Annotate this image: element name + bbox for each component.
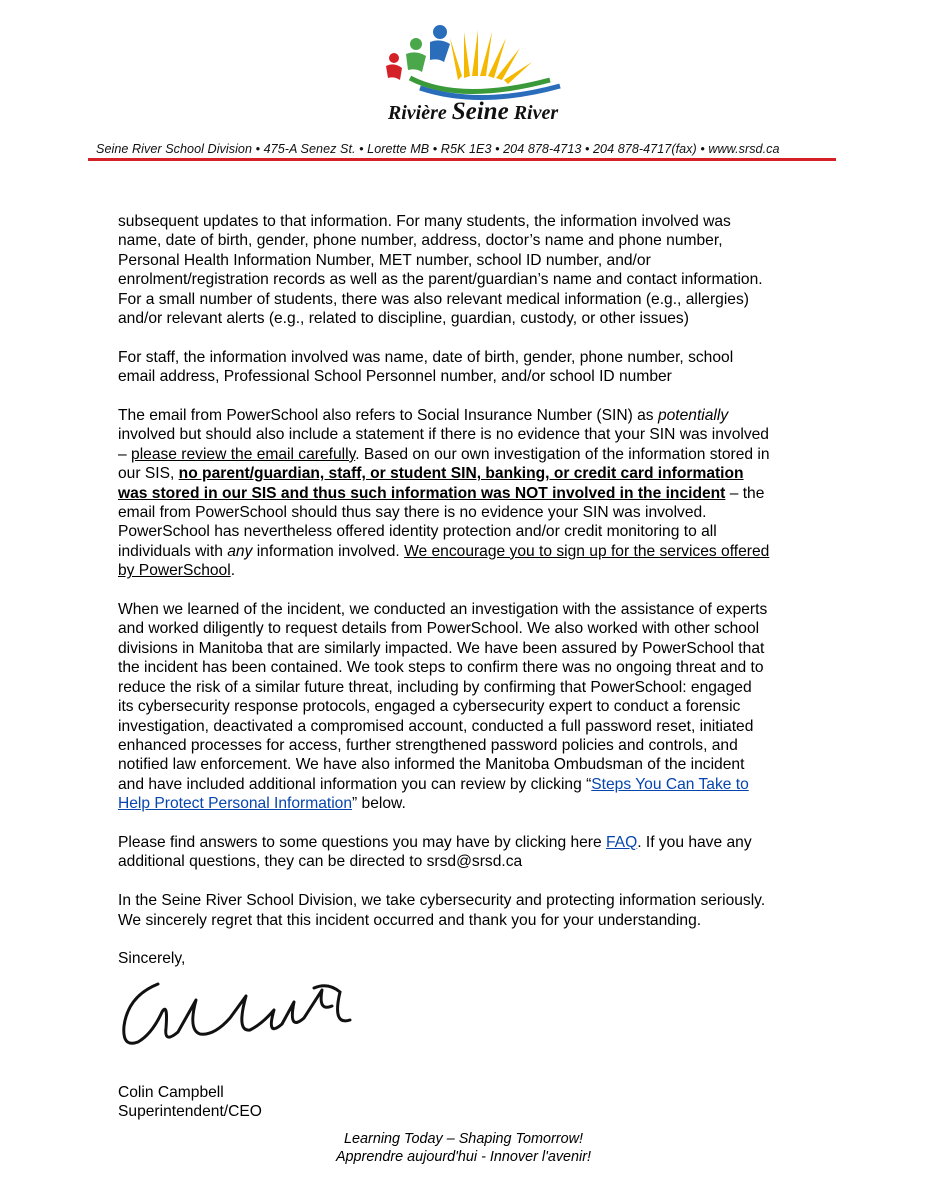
text-line: and worked diligently to request details from PowerSchool. We also worked with other school (118, 620, 760, 638)
text-line: divisions in Manitoba that are similarly impacted. We have been assured by PowerSchool that (118, 639, 765, 657)
underlined-text: please review the email carefully (131, 445, 356, 463)
text-line: In the Seine River School Division, we take cybersecurity and protecting information seriously. (118, 892, 766, 910)
paragraph-1 (118, 212, 808, 328)
text-span: – the (725, 484, 765, 502)
text-line: its cybersecurity response protocols, engaged a cybersecurity expert to conduct a forensic (118, 698, 741, 716)
paragraph-5 (118, 833, 808, 872)
text-line: involved but should also include a statement if there is no evidence that your SIN was involved (118, 426, 769, 444)
text-span: – (118, 445, 132, 463)
text-line (118, 406, 808, 425)
text-line: email from PowerSchool should thus say there is no evidence your SIN was involved. (118, 504, 707, 522)
paragraph-4 (118, 600, 808, 813)
faq-link[interactable]: FAQ (606, 833, 638, 851)
brand-word-river: River (513, 102, 559, 124)
signature-graphic (118, 972, 368, 1060)
text-span: information involved. (252, 542, 405, 560)
text-line (118, 484, 808, 503)
brand-word-riviere: Rivière (387, 102, 447, 124)
steps-link-cont[interactable]: Help Protect Personal Information (118, 795, 353, 813)
text-line: Personal Health Information Number, MET number, school ID number, and/or (118, 251, 651, 269)
emphasis-text: potentially (657, 407, 729, 425)
text-line (118, 794, 808, 813)
paragraph-3 (118, 406, 808, 581)
text-span: . Based on our own investigation of the information stored in (355, 445, 770, 463)
text-line (118, 833, 808, 852)
contact-line: Seine River School Division • 475-A Senez St. • Lorette MB • R5K 1E3 • 204 878-4713 • 204 878-4717(fax) • www.srsd.ca (96, 142, 780, 156)
text-line: enhanced processes for access, further strengthened password policies and controls, and (118, 736, 738, 754)
text-line: reduce the risk of a similar future threat, including by confirming that PowerSchool: engaged (118, 678, 752, 696)
text-span: Please find answers to some questions you may have by clicking here (118, 833, 606, 851)
text-line (118, 561, 808, 580)
motto-french: Apprendre aujourd'hui - Innover l'avenir! (335, 1149, 592, 1165)
text-line: We sincerely regret that this incident occurred and thank you for your understanding. (118, 911, 702, 929)
text-line: name, date of birth, gender, phone number, address, doctor’s name and phone number, (118, 232, 723, 250)
emphasis-text: any (227, 542, 253, 560)
text-span: . If you have any (637, 833, 752, 851)
text-line: email address, Professional School Personnel number, and/or school ID number (118, 368, 672, 386)
text-line: For a small number of students, there was also relevant medical information (e.g., allergies) (118, 290, 749, 308)
motto-english: Learning Today – Shaping Tomorrow! (344, 1131, 583, 1147)
underlined-text: We encourage you to sign up for the services offered (404, 542, 770, 560)
text-span: . (230, 562, 236, 580)
text-line: investigation, deactivated a compromised account, conducted a full password reset, initiated (118, 717, 754, 735)
people-figures-icon (386, 25, 450, 80)
bold-underlined-text: was stored in our SIS and thus such information was NOT involved in the incident (118, 484, 726, 502)
text-line: and/or relevant alerts (e.g., related to discipline, guardian, custody, or other issues) (118, 310, 689, 328)
text-span: individuals with (118, 542, 228, 560)
closing: Sincerely, (118, 950, 186, 968)
signer-title: Superintendent/CEO (118, 1103, 262, 1120)
text-span: The email from PowerSchool also refers to Social Insurance Number (SIN) as (118, 407, 658, 425)
brand-word-seine: Seine (451, 98, 509, 125)
underlined-text: by PowerSchool (118, 562, 231, 580)
text-line (118, 464, 808, 483)
text-span: and have included additional information you can review by clicking “ (118, 775, 592, 793)
text-span: ” below. (352, 795, 406, 813)
text-line: enrolment/registration records as well as the parent/guardian’s name and contact information. (118, 271, 763, 289)
brand-name (363, 98, 583, 126)
paragraph-6 (118, 891, 808, 930)
bold-underlined-text: no parent/guardian, staff, or student SIN, banking, or credit card information (178, 465, 744, 483)
text-line: subsequent updates to that information. For many students, the information involved was (118, 213, 731, 230)
header-rule (88, 158, 836, 161)
text-line (118, 445, 808, 464)
signer-name: Colin Campbell (118, 1084, 224, 1101)
text-line (118, 542, 808, 561)
signer-block (118, 1083, 262, 1121)
paragraph-2 (118, 348, 808, 387)
text-line: When we learned of the incident, we conducted an investigation with the assistance of experts (118, 601, 768, 619)
steps-link[interactable]: Steps You Can Take to (591, 775, 749, 793)
text-span: our SIS, (118, 465, 179, 483)
text-line: PowerSchool has nevertheless offered identity protection and/or credit monitoring to all (118, 523, 717, 541)
text-line: the incident has been contained. We took steps to confirm there was no ongoing threat and to (118, 659, 764, 677)
text-line (118, 775, 808, 794)
text-line: For staff, the information involved was name, date of birth, gender, phone number, school (118, 348, 734, 366)
sunburst-icon (450, 30, 532, 84)
text-line: notified law enforcement. We have also informed the Manitoba Ombudsman of the incident (118, 756, 745, 774)
logo-graphic (380, 18, 580, 108)
footer-motto (0, 1130, 927, 1166)
signature (118, 972, 368, 1060)
text-line: additional questions, they can be directed to srsd@srsd.ca (118, 853, 523, 871)
letter-body (118, 212, 808, 969)
